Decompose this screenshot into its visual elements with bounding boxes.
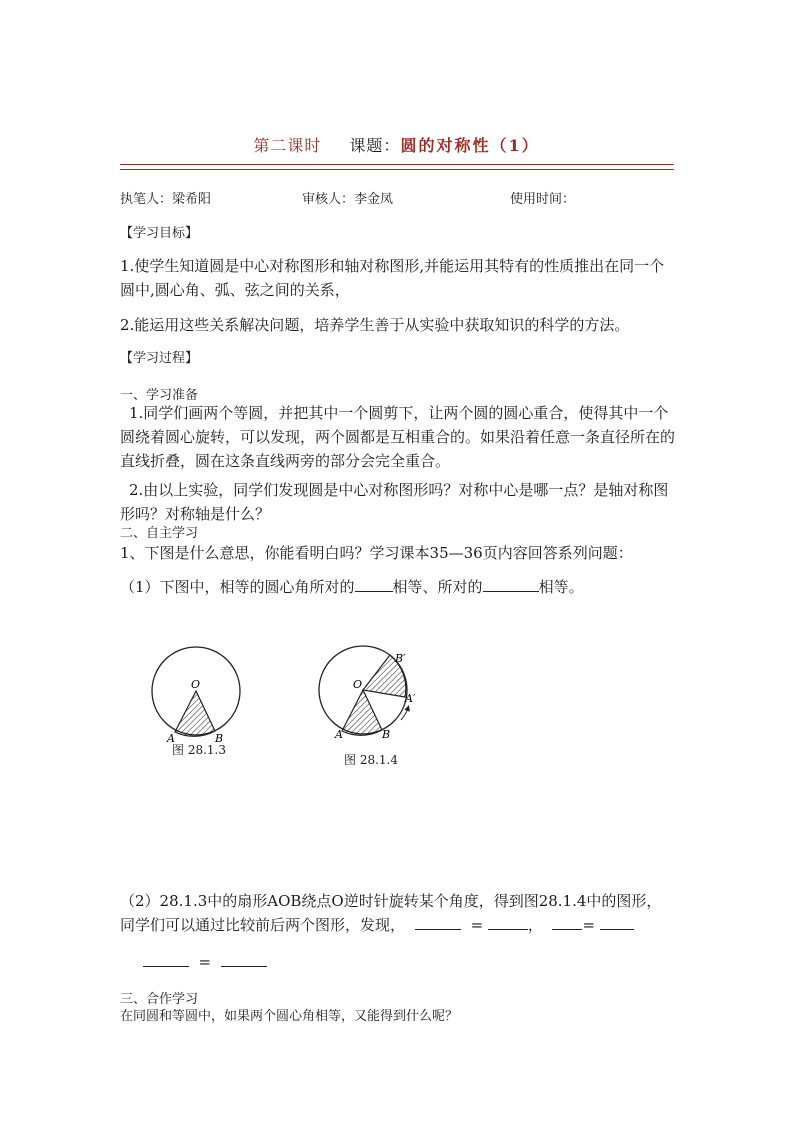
topic-title: 圆的对称性（1） (400, 136, 540, 155)
coop-heading: 三、合作学习 (120, 992, 199, 1007)
point-b-label: B (382, 728, 391, 741)
question-2-line-2 (143, 950, 267, 974)
question-2-text: （2）28.1.3中的扇形AOB绕点O逆时针旋转某个角度，得到图28.1.4中的图形，同学们可以通过比较前后两个图形，发现， (120, 892, 662, 934)
question-1-part-b: 相等、所对的 (392, 578, 483, 596)
author: 执笔人：梁希阳 (120, 192, 212, 207)
prep-paragraph-2: 2.由以上实验，同学们发现圆是中心对称图形吗？对称中心是哪一点？是轴对称图形吗？对称轴是什么？ (120, 481, 669, 523)
page-title (0, 133, 793, 156)
point-o-label: O (353, 678, 363, 691)
title-rule-thin (120, 169, 674, 170)
prep-heading: 一、学习准备 (120, 388, 199, 403)
self-study-heading: 二、自主学习 (120, 526, 199, 541)
answer-blank[interactable] (355, 575, 393, 592)
figure-28-1-4-caption: 图 28.1.4 (344, 753, 398, 767)
point-o-label: O (191, 678, 201, 691)
figure-28-1-4 (308, 640, 428, 750)
sector-aob (175, 691, 215, 736)
point-a-prime-label: A′ (405, 692, 416, 705)
sector-aob (342, 690, 382, 735)
answer-blank[interactable] (143, 950, 189, 967)
answer-blank[interactable] (488, 913, 528, 930)
coop-paragraph-1: 在同圆和等圆中，如果两个圆心角相等，又能得到什么呢？ (120, 1009, 459, 1024)
self-study-item-1: 1、下图是什么意思，你能看明白吗？学习课本35—36页内容回答系列问题： (120, 544, 633, 562)
prep-paragraph-1: 1.同学们画两个等圆，并把其中一个圆剪下，让两个圆的圆心重合，使得其中一个圆绕着圆心旋转，可以发现，两个圆都是互相重合的。如果沿着任意一条直径所在的直线折叠，圆在这条直线两旁的部分会完全重合。 (120, 404, 676, 470)
lesson-label: 第二课时 (253, 136, 322, 155)
equals-sign: = (198, 953, 212, 971)
objectives-heading: 【学习目标】 (120, 226, 199, 241)
point-b-prime-label: B′ (395, 652, 406, 665)
reviewer: 审核人：李金凤 (302, 192, 394, 207)
question-2 (120, 889, 676, 937)
objective-2: 2.能运用这些关系解决问题，培养学生善于从实验中获取知识的科学的方法。 (120, 316, 630, 334)
point-a-label: A (335, 728, 343, 741)
answer-blank[interactable] (415, 913, 461, 930)
point-a-label: A (167, 732, 175, 745)
figure-28-1-4-drawing (308, 640, 428, 750)
topic-prefix: 课题： (349, 136, 401, 155)
answer-blank[interactable] (483, 575, 539, 592)
question-1-part-a: （1）下图中，相等的圆心角所对的 (120, 578, 355, 596)
point-b-label: B (215, 732, 224, 745)
title-rule-thick (120, 164, 674, 165)
question-1-part-c: 相等。 (538, 578, 584, 596)
answer-blank[interactable] (221, 950, 267, 967)
question-1 (120, 575, 584, 599)
objective-1: 1.使学生知道圆是中心对称图形和轴对称图形,并能运用其特有的性质推出在同一个圆中,圆心角、弧、弦之间的关系， (120, 257, 665, 299)
comma: ， (527, 916, 543, 934)
figure-28-1-3-caption: 图 28.1.3 (172, 743, 226, 757)
equals-sign: = (470, 916, 484, 934)
answer-blank[interactable] (552, 913, 582, 930)
process-heading: 【学习过程】 (120, 351, 199, 366)
answer-blank[interactable] (600, 913, 634, 930)
use-time: 使用时间： (510, 192, 576, 207)
equals-sign: = (582, 916, 596, 934)
